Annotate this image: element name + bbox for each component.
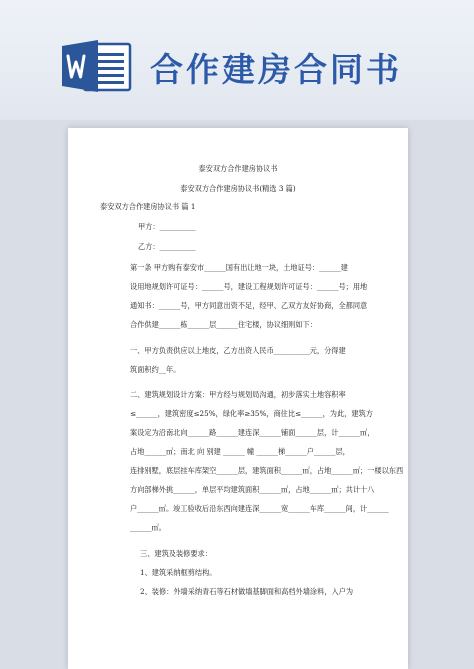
word-document-icon <box>62 38 134 94</box>
paragraph-line: 案设定为沿南北向______路______建连深______铺面______层，计______㎡， <box>130 428 375 437</box>
list-item: 1、建筑采纳框剪结构。 <box>140 568 217 577</box>
banner-title: 合作建房合同书 <box>150 50 402 89</box>
paragraph-line: 方向部梯外挑______，单层平均建筑面积______㎡，占地______㎡；共计十八 <box>130 485 375 494</box>
document-subtitle: 泰安双方合作建房协议书(精选 3 篇) <box>180 184 296 193</box>
paragraph-line: ≤______，建筑密度≤25%，绿化率≥35%，商住比≤______，为此，建筑方 <box>130 409 373 418</box>
paragraph-line: 连排别墅，底层挂车库架空______层，建筑面积______㎡，占地______㎡；一楼以东西 <box>130 466 404 475</box>
paragraph-line: 二、建筑规划设计方案：甲方经与规划局沟通，初步落实土地容积率 <box>130 390 346 399</box>
paragraph-line: 户______㎡。竣工验收后沿东西向建连深______宽______车库______间，计______ <box>130 504 389 513</box>
list-item: 2、装修：外墙采纳青石等石材做墙基脚面和高档外墙涂料，入户为 <box>140 587 354 596</box>
paragraph-line: 合作供建______栋______层______住宅楼，协议细则如下： <box>130 320 317 329</box>
party-a-line: 甲方：__________ <box>138 222 196 231</box>
paragraph-line: 一、甲方负责供应以上地皮，乙方出资人民币__________元，分得建 <box>130 346 346 355</box>
paragraph-line: 占地______㎡；南北 向 别建 ______ 幢 ______梯______户______层， <box>130 447 350 456</box>
document-title: 泰安双方合作建房协议书 <box>198 164 278 173</box>
banner <box>0 0 474 120</box>
paragraph-line: 设用地规划许可证号：______号，建设工程规划许可证号：______号；用地 <box>130 282 368 291</box>
section-three-heading: 三、建筑及装修要求： <box>140 549 212 558</box>
document-page <box>68 128 408 669</box>
party-b-line: 乙方：__________ <box>138 242 196 251</box>
section-heading: 泰安双方合作建房协议书 篇 1 <box>100 202 196 211</box>
paragraph-line: 第一条 甲方购有泰安市______国有出让地一块，土地证号：______建 <box>130 263 348 272</box>
paragraph-line: 通知书：______号，甲方同意出资不足，经甲、乙双方友好协商，全都同意 <box>130 301 368 310</box>
paragraph-line: 筑面积约__年。 <box>130 365 181 374</box>
paragraph-line: ______㎡。 <box>130 523 166 532</box>
